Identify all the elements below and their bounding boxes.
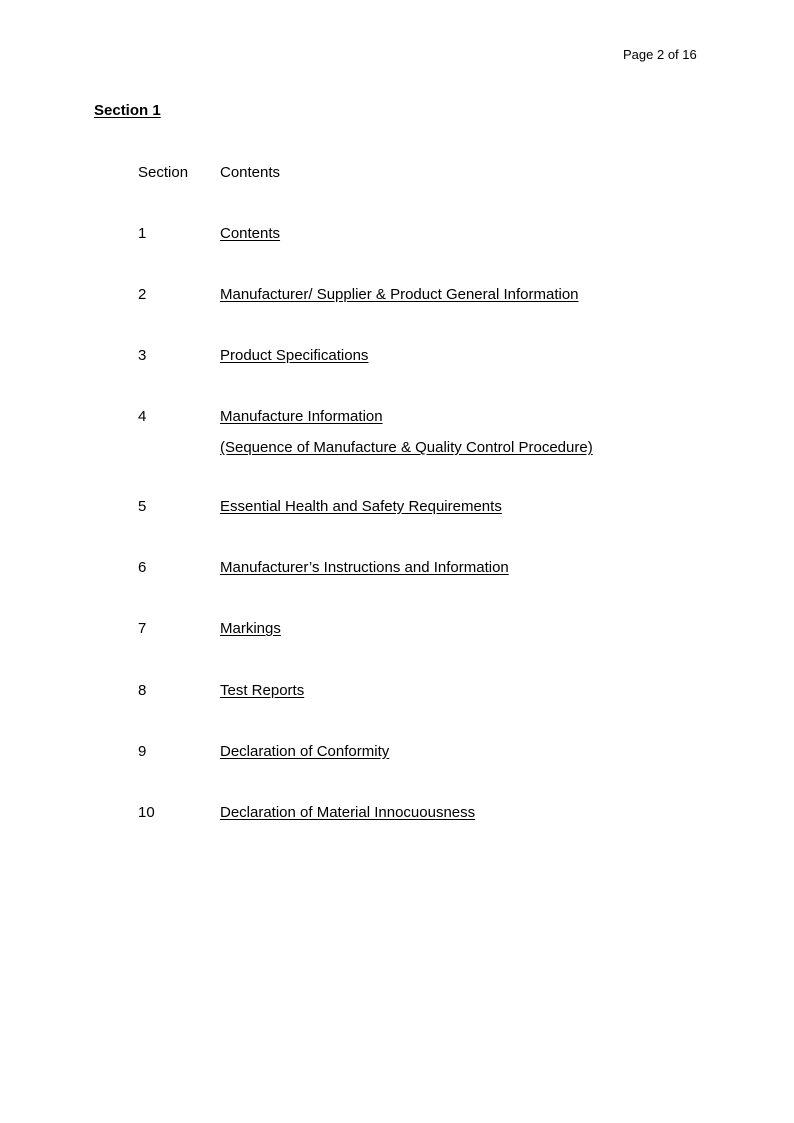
toc-link-manufacturer-supplier[interactable]: Manufacturer/ Supplier & Product General Information [220,286,579,303]
toc-link-product-specifications[interactable]: Product Specifications [220,347,369,364]
toc-item-number: 2 [138,286,147,303]
toc-item-number: 1 [138,225,147,242]
toc-item-number: 3 [138,347,147,364]
toc-item-number: 5 [138,498,147,515]
toc-item-number: 9 [138,743,147,760]
toc-item-number: 7 [138,620,147,637]
toc-item-number: 10 [138,804,155,821]
toc-link-test-reports[interactable]: Test Reports [220,682,305,699]
toc-link-manufacturer-instructions[interactable]: Manufacturer’s Instructions and Information [220,559,509,576]
toc-item-number: 8 [138,682,147,699]
page-number: Page 2 of 16 [623,47,697,62]
section-heading: Section 1 [94,102,161,119]
toc-link-manufacture-information[interactable]: Manufacture Information [220,408,383,425]
toc-link-contents[interactable]: Contents [220,225,281,242]
contents-column-header: Contents [220,164,281,181]
toc-link-markings[interactable]: Markings [220,620,281,637]
toc-item-number: 6 [138,559,147,576]
toc-link-manufacture-sequence[interactable]: (Sequence of Manufacture & Quality Control Procedure) [220,439,593,456]
section-column-header: Section [138,164,189,181]
toc-item-number: 4 [138,408,147,425]
toc-link-declaration-innocuousness[interactable]: Declaration of Material Innocuousness [220,804,476,821]
toc-link-health-safety[interactable]: Essential Health and Safety Requirements [220,498,502,515]
toc-link-declaration-conformity[interactable]: Declaration of Conformity [220,743,390,760]
